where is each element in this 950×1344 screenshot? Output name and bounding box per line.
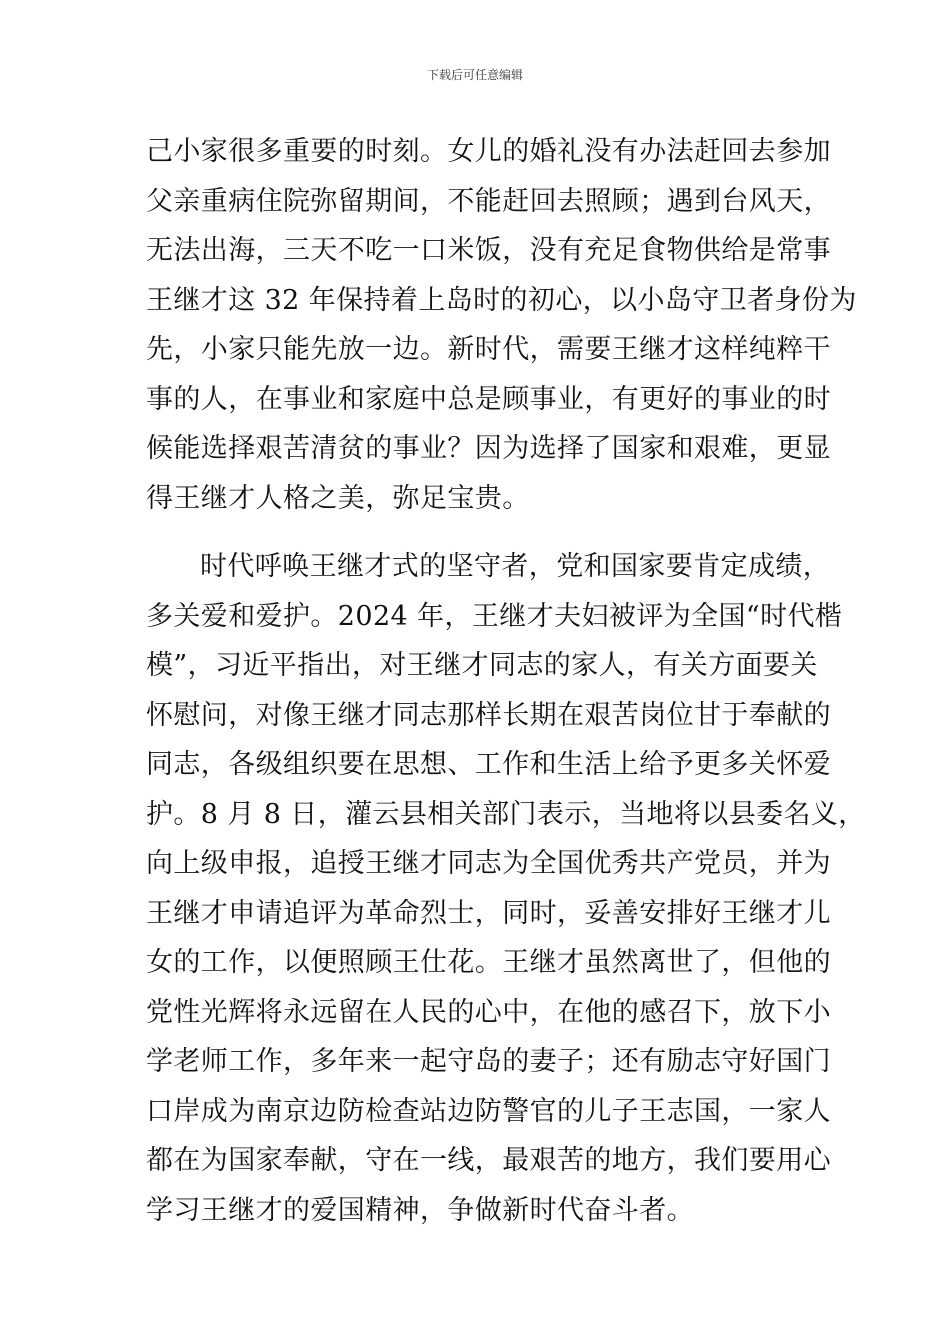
paragraph-2 bbox=[146, 542, 866, 1235]
text-line: 得王继才人格之美，弥足宝贵。 bbox=[146, 482, 530, 514]
text-line: 党性光辉将永远留在人民的心中，在他的感召下，放下小 bbox=[146, 996, 831, 1028]
document-body bbox=[146, 127, 866, 1235]
text-line: 学老师工作，多年来一起守岛的妻子；还有励志守好国门 bbox=[146, 1046, 831, 1077]
text-line: 王继才这 32 年保持着上岛时的初心，以小岛守卫者身份为 bbox=[146, 284, 857, 316]
text-line: 己小家很多重要的时刻。女儿的婚礼没有办法赶回去参加 bbox=[146, 136, 831, 167]
text-line: 时代呼唤王继才式的坚守者，党和国家要肯定成绩， bbox=[200, 551, 831, 582]
text-line: 多关爱和爱护。2024 年，王继才夫妇被评为全国“时代楷 bbox=[146, 600, 843, 632]
text-line: 无法出海，三天不吃一口米饭，没有充足食物供给是常事 bbox=[146, 235, 831, 266]
text-line: 先，小家只能先放一边。新时代，需要王继才这样纯粹干 bbox=[146, 334, 831, 365]
text-line: 怀慰问，对像王继才同志那样长期在艰苦岗位甘于奉献的 bbox=[146, 699, 831, 731]
text-line: 向上级申报，追授王继才同志为全国优秀共产党员，并为 bbox=[146, 848, 831, 879]
text-line: 口岸成为南京边防检查站边防警官的儿子王志国，一家人 bbox=[146, 1095, 831, 1127]
page-header-note: 下载后可任意编辑 bbox=[426, 68, 523, 82]
text-line: 学习王继才的爱国精神，争做新时代奋斗者。 bbox=[146, 1194, 694, 1226]
text-line: 同志，各级组织要在思想、工作和生活上给予更多关怀爱 bbox=[146, 749, 831, 780]
text-line: 护。8 月 8 日，灌云县相关部门表示，当地将以县委名义， bbox=[146, 798, 866, 830]
text-line: 女的工作，以便照顾王仕花。王继才虽然离世了，但他的 bbox=[146, 947, 831, 978]
paragraph-1 bbox=[146, 127, 857, 523]
text-line: 王继才申请追评为革命烈士，同时，妥善安排好王继才儿 bbox=[146, 897, 831, 929]
text-line: 都在为国家奉献，守在一线，最艰苦的地方，我们要用心 bbox=[146, 1145, 831, 1176]
text-line: 事的人，在事业和家庭中总是顾事业，有更好的事业的时 bbox=[146, 383, 831, 415]
paragraph-gap bbox=[146, 523, 808, 542]
text-line: 父亲重病住院弥留期间，不能赶回去照顾；遇到台风天， bbox=[146, 185, 831, 217]
text-line: 候能选择艰苦清贫的事业？因为选择了国家和艰难，更显 bbox=[146, 433, 831, 464]
text-line: 模”，习近平指出，对王继才同志的家人，有关方面要关 bbox=[146, 650, 818, 681]
